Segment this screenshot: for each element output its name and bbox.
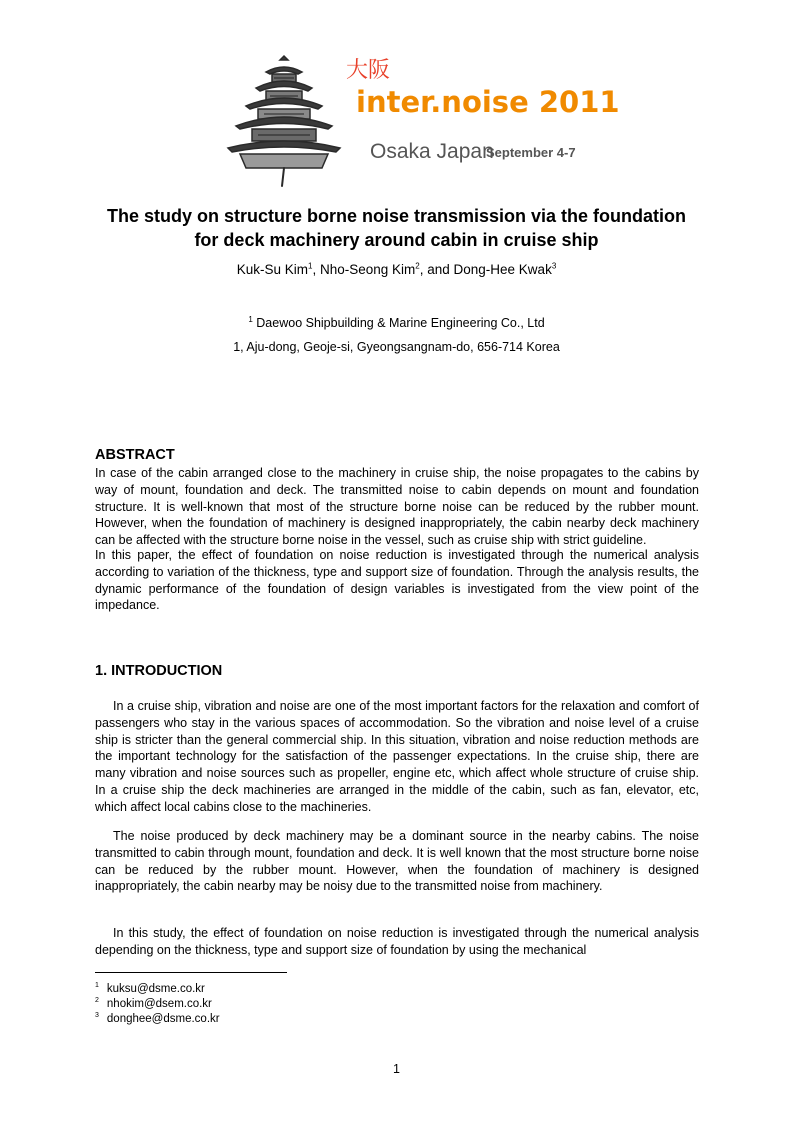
author-separator: , xyxy=(312,262,320,277)
introduction-paragraph: In this study, the effect of foundation on noise reduction is investigated through the numerical analysis depending on the thickness, type and support size of foundation by using the mechanical xyxy=(95,926,699,957)
abstract-paragraph: In this paper, the effect of foundation on noise reduction is investigated through the numerical analysis according to variation of the thickness, type and support size of foundation. Through the analysis results, the dynamic performance of the foundation of design variables is investigated from the view point of the impedance. xyxy=(95,548,699,613)
author-mark: 3 xyxy=(551,261,557,271)
introduction-paragraph: In a cruise ship, vibration and noise are one of the most important factors for the relaxation and comfort of passengers who stay in the various spaces of accommodation. So the vibration and noise level of a cruise ship is stricter than the general commercial ship. In this situation, vibration and noise reduction methods are the important technology for the satisfaction of the passenger expectations. In the cruise ship, there are many vibration and noise sources such as propeller, engine etc, which affect whole structure of cruise ship. In a cruise ship the deck machineries are arranged in the middle of the cabin, such as fan, elevator, etc, which affect local cabins close to the machineries. xyxy=(95,699,699,814)
conference-name: inter.noise 2011 xyxy=(356,85,620,119)
footnote-email: nhokim@dsem.co.kr xyxy=(106,998,212,1010)
author-name: Nho-Seong Kim xyxy=(319,262,416,277)
conference-logo xyxy=(222,54,620,188)
affiliation-mark: 1 xyxy=(248,314,253,324)
footnote xyxy=(95,997,212,1011)
footnote-email: donghee@dsme.co.kr xyxy=(106,1013,220,1025)
footnote xyxy=(95,982,205,996)
author-name: Dong-Hee Kwak xyxy=(453,262,552,277)
footnote-mark: 1 xyxy=(95,982,99,990)
title-line: The study on structure borne noise transmission via the foundation xyxy=(106,206,687,226)
footnote-email: kuksu@dsme.co.kr xyxy=(106,983,205,995)
author-mark: 2 xyxy=(415,261,420,271)
footnote-mark: 2 xyxy=(95,997,99,1005)
author-mark: 1 xyxy=(308,261,313,271)
page-number: 1 xyxy=(393,1062,400,1076)
footnote-divider xyxy=(95,972,287,973)
footnote xyxy=(95,1012,220,1026)
abstract-heading: ABSTRACT xyxy=(95,447,175,463)
conference-location: Osaka Japan xyxy=(370,140,494,163)
affiliation-org xyxy=(60,316,733,330)
paper-title xyxy=(60,204,733,252)
introduction-heading: 1. INTRODUCTION xyxy=(95,663,223,679)
affiliation-org-name: Daewoo Shipbuilding & Marine Engineering Co., Ltd xyxy=(256,316,545,330)
introduction-paragraph: The noise produced by deck machinery may be a dominant source in the nearby cabins. The noise transmitted to cabin through mount, foundation and deck. It is well known that the most structure borne noise can be reduced by the rubber mount. However, when the foundation of machinery is designed inappropriately, the cabin nearby may be noisy due to the transmitted noise from machinery. xyxy=(95,829,699,894)
author-name: Kuk-Su Kim xyxy=(236,262,308,277)
footnote-mark: 3 xyxy=(95,1012,99,1020)
logo-kanji: 大阪 xyxy=(346,58,391,83)
abstract-paragraph: In case of the cabin arranged close to the machinery in cruise ship, the noise propagates to the cabins by way of mount, foundation and deck. The transmitted noise to cabin depends on mount and foundation structure. It is well-known that most of the structure borne noise can be reduced by the rubber mount. However, when the foundation of machinery is designed inappropriately, the cabin nearby deck machinery can be affected with the structure borne noise in the vessel, such as cruise ship with strict guideline. xyxy=(95,466,699,548)
osaka-castle-icon xyxy=(222,54,352,188)
affiliation-address: 1, Aju-dong, Geoje-si, Gyeongsangnam-do, 656-714 Korea xyxy=(233,340,560,354)
author-separator: , and xyxy=(419,262,454,277)
author-list xyxy=(60,262,733,277)
conference-dates: September 4-7 xyxy=(486,145,576,160)
title-line: for deck machinery around cabin in cruise ship xyxy=(194,230,599,250)
